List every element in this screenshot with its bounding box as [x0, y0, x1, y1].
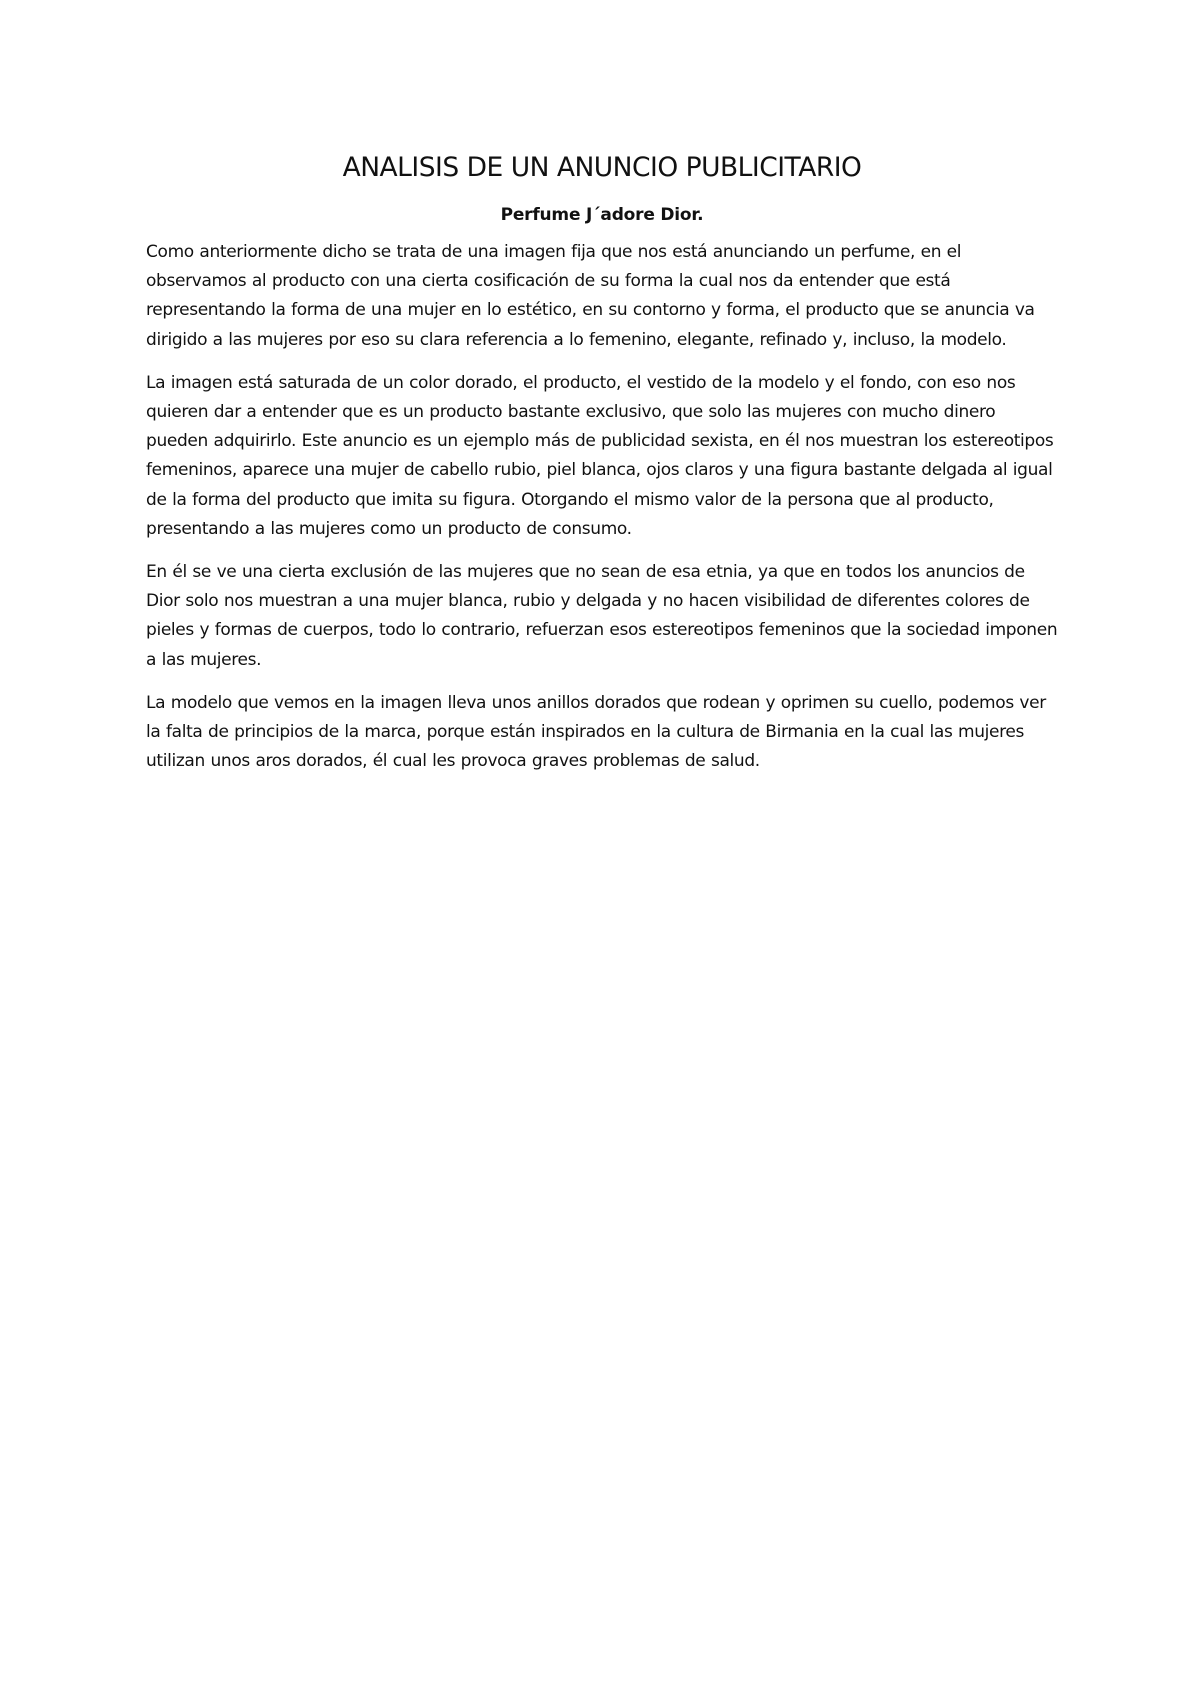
paragraph-1: Como anteriormente dicho se trata de una imagen fija que nos está anunciando un perfume, en el observamos al producto con una cierta cosificación de su forma la cual nos da entender que está representando la forma de una mujer en lo estético, en su contorno y forma, el producto que se anuncia va dirigido a las mujeres por eso su clara referencia a lo femenino, elegante, refinado y, incluso, la modelo. — [146, 242, 1035, 350]
document-title: ANALISIS DE UN ANUNCIO PUBLICITARIO — [342, 152, 862, 183]
document-content — [146, 150, 1058, 790]
paragraph-2: La imagen está saturada de un color dorado, el producto, el vestido de la modelo y el fondo, con eso nos quieren dar a entender que es un producto bastante exclusivo, que solo las mujeres con mucho dinero pueden adquirirlo. Este anuncio es un ejemplo más de publicidad sexista, en él nos muestran los estereotipos femeninos, aparece una mujer de cabello rubio, piel blanca, ojos claros y una figura bastante delgada al igual de la forma del producto que imita su figura. Otorgando el mismo valor de la persona que al producto, presentando a las mujeres como un producto de consumo. — [146, 372, 1054, 539]
document-subtitle: Perfume J´adore Dior. — [500, 205, 704, 225]
paragraph-3: En él se ve una cierta exclusión de las mujeres que no sean de esa etnia, ya que en todos los anuncios de Dior solo nos muestran a una mujer blanca, rubio y delgada y no hacen visibilidad de diferentes colores de pieles y formas de cuerpos, todo lo contrario, refuerzan esos estereotipos femeninos que la sociedad imponen a las mujeres. — [146, 562, 1058, 670]
paragraph-4: La modelo que vemos en la imagen lleva unos anillos dorados que rodean y oprimen su cuello, podemos ver la falta de principios de la marca, porque están inspirados en la cultura de Birmania en la cual las mujeres utilizan unos aros dorados, él cual les provoca graves problemas de salud. — [146, 692, 1046, 772]
document-body — [146, 238, 1058, 776]
